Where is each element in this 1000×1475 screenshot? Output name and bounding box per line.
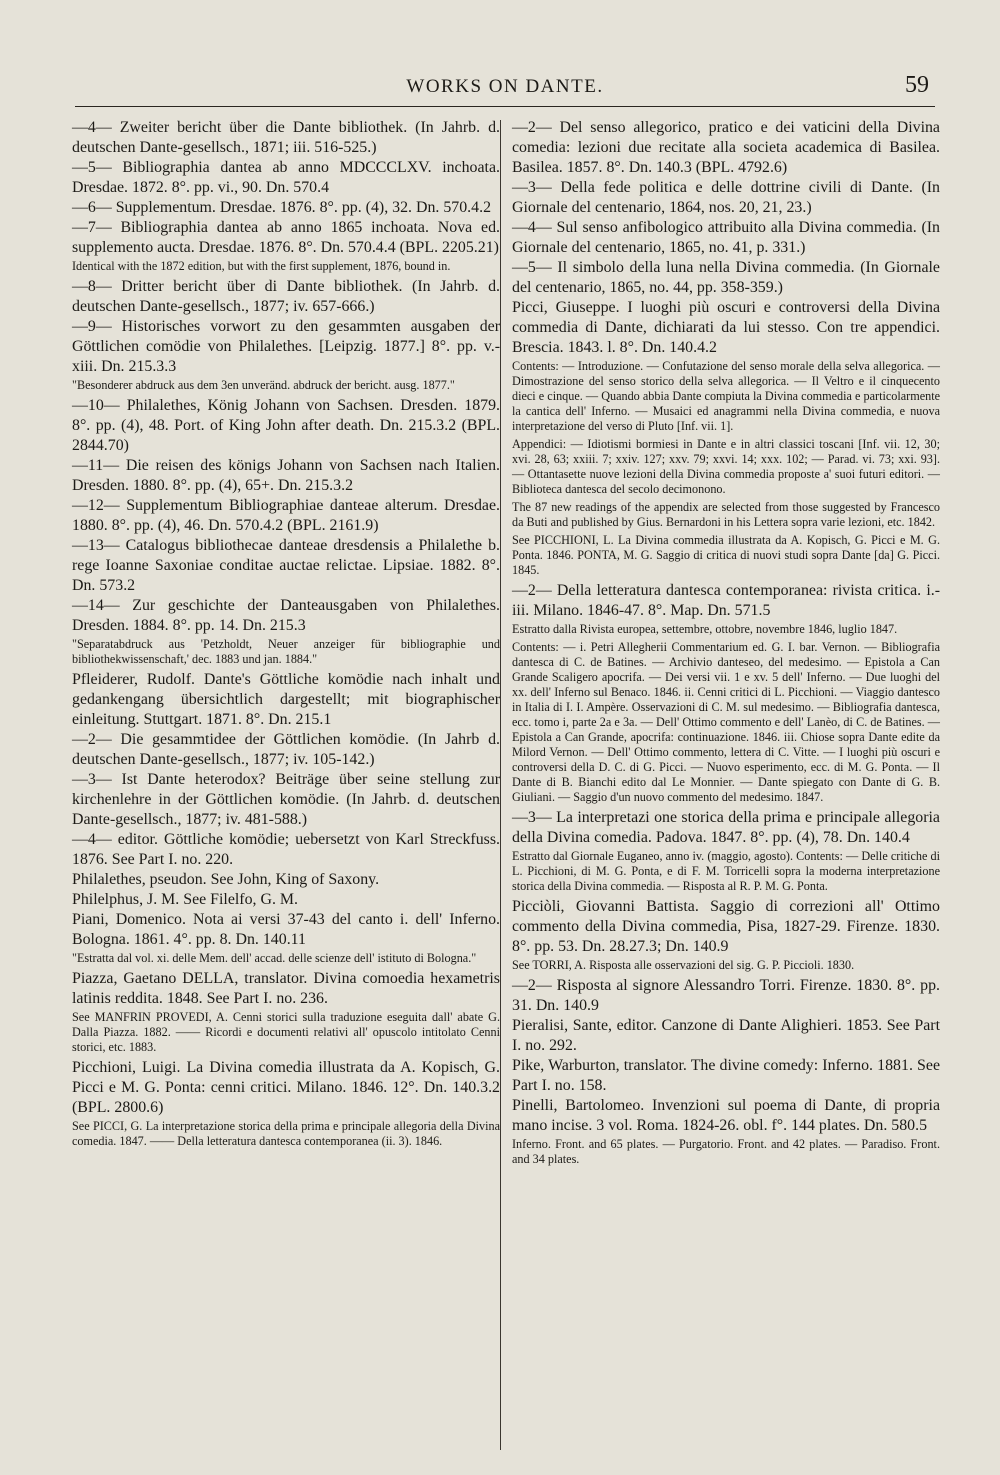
bibliographic-entry: —5— Il simbolo della luna nella Divina commedia. (In Giornale del centenario, 1865, no. 44, pp. 358-359.) bbox=[512, 259, 940, 296]
bibliographic-entry: —3— La interpretazi one storica della prima e principale allegoria della Divina comedia. Padova. 1847. 8°. pp. (4), 78. Dn. 140.4 bbox=[512, 809, 940, 846]
right-column bbox=[512, 118, 940, 1170]
bibliographic-entry: —4— editor. Göttliche komödie; uebersetzt von Karl Streckfuss. 1876. See Part I. no. 220. bbox=[72, 831, 500, 868]
bibliographic-entry: —2— Del senso allegorico, pratico e dei vaticini della Divina comedia: lezioni due recitate alla societa academica di Basilea. Basilea. 1857. 8°. Dn. 140.3 (BPL. 4792.6) bbox=[512, 119, 940, 176]
column-divider bbox=[500, 120, 501, 1450]
bibliographic-note: See PICCI, G. La interpretazione storica della prima e principale allegoria della Divina comedia. 1847. —— Della letteratura dantesca contemporanea (ii. 3). 1846. bbox=[72, 1119, 500, 1148]
bibliographic-entry: Philalethes, pseudon. See John, King of Saxony. bbox=[72, 871, 380, 888]
bibliographic-entry: Picchioni, Luigi. La Divina comedia illustrata da A. Kopisch, G. Picci e M. G. Ponta: cenni critici. Milano. 1846. 12°. Dn. 140.3.2 (BPL. 2800.6) bbox=[72, 1059, 500, 1116]
bibliographic-note: Identical with the 1872 edition, but with the first supplement, 1876, bound in. bbox=[72, 259, 451, 273]
bibliographic-entry: Picciòli, Giovanni Battista. Saggio di correzioni all' Ottimo commento della Divina commedia, Pisa, 1827-29. Firenze. 1830. 8°. pp. 53. Dn. 28.27.3; Dn. 140.9 bbox=[512, 898, 940, 955]
bibliographic-note: The 87 new readings of the appendix are selected from those suggested by Francesco da Buti and published by Gius. Bernardoni in his Lettera sopra varie lezioni, etc. 1842. bbox=[512, 500, 940, 529]
bibliographic-entry: —14— Zur geschichte der Danteausgaben von Philalethes. Dresden. 1884. 8°. pp. 14. Dn. 215.3 bbox=[72, 597, 500, 634]
bibliographic-entry: Piazza, Gaetano DELLA, translator. Divina comoedia hexametris latinis reddita. 1848. See Part I. no. 236. bbox=[72, 970, 500, 1007]
bibliographic-note: Inferno. Front. and 65 plates. — Purgatorio. Front. and 42 plates. — Paradiso. Front. and 34 plates. bbox=[512, 1137, 940, 1166]
left-column bbox=[72, 118, 500, 1152]
bibliographic-entry: —12— Supplementum Bibliographiae danteae alterum. Dresdae. 1880. 8°. pp. (4), 46. Dn. 570.4.2 (BPL. 2161.9) bbox=[72, 497, 500, 534]
bibliographic-entry: —2— Risposta al signore Alessandro Torri. Firenze. 1830. 8°. pp. 31. Dn. 140.9 bbox=[512, 977, 940, 1014]
bibliographic-entry: —8— Dritter bericht über di Dante bibliothek. (In Jahrb. d. deutschen Dante-gesellsch., 1877; iv. 657-666.) bbox=[72, 278, 500, 315]
bibliographic-note: Appendici: — Idiotismi bormiesi in Dante e in altri classici toscani [Inf. vii. 12, 30; xvi. 28, 63; xxiii. 7; xxiv. 127; xxv. 79; xxvi. 14; xxx. 102; — Parad. vi. 73; xxi. 93]. — Ottantasette nuove lezioni della Divina commedia proposte a' suoi futuri editori. — Biblioteca dantesca del secolo decimonono. bbox=[512, 437, 940, 496]
bibliographic-note: Estratto dal Giornale Euganeo, anno iv. (maggio, agosto). Contents: — Delle critiche di L. Picchioni, di M. G. Ponta, e di F. M. Torricelli sopra la moderna interpretazione storica della Divina commedia. — Risposta al R. P. M. G. Ponta. bbox=[512, 849, 940, 893]
bibliographic-entry: —2— Die gesammtidee der Göttlichen komödie. (In Jahrb d. deutschen Dante-gesellsch., 1877; iv. 105-142.) bbox=[72, 731, 500, 768]
bibliographic-entry: —5— Bibliographia dantea ab anno MDCCCLXV. inchoata. Dresdae. 1872. 8°. pp. vi., 90. Dn. 570.4 bbox=[72, 159, 500, 196]
bibliographic-note: See MANFRIN PROVEDI, A. Cenni storici sulla traduzione eseguita dall' abate G. Dalla Piazza. 1882. —— Ricordi e documenti relativi all' opuscolo intitolato Cenni storici, etc. 1883. bbox=[72, 1010, 500, 1054]
bibliographic-entry: Piani, Domenico. Nota ai versi 37-43 del canto i. dell' Inferno. Bologna. 1861. 4°. pp. 8. Dn. 140.11 bbox=[72, 911, 500, 948]
bibliographic-entry: —7— Bibliographia dantea ab anno 1865 inchoata. Nova ed. supplemento aucta. Dresdae. 1876. 8°. Dn. 570.4.4 (BPL. 2205.21) bbox=[72, 219, 500, 256]
bibliographic-note: See PICCHIONI, L. La Divina commedia illustrata da A. Kopisch, G. Picci e M. G. Ponta. 1846. PONTA, M. G. Saggio di critica di nuovi studi sopra Dante [da] G. Picci. 1845. bbox=[512, 533, 940, 577]
running-title: WORKS ON DANTE. bbox=[406, 76, 604, 97]
bibliographic-entry: —3— Della fede politica e delle dottrine civili di Dante. (In Giornale del centenario, 1864, nos. 20, 21, 23.) bbox=[512, 179, 940, 216]
bibliographic-entry: —9— Historisches vorwort zu den gesammten ausgaben der Göttlichen comödie von Philalethes. [Leipzig. 1877.] 8°. pp. v.-xiii. Dn. 215.3.3 bbox=[72, 318, 500, 375]
page-number: 59 bbox=[905, 72, 929, 98]
bibliographic-note: See TORRI, A. Risposta alle osservazioni del sig. G. P. Piccioli. 1830. bbox=[512, 958, 855, 972]
bibliographic-note: Contents: — Introduzione. — Confutazione del senso morale della selva allegorica. — Dimostrazione del senso storico della selva allegorica. — Il Veltro e il cinquecento dieci e cinque. — Quando abbia Dante compiuta la Divina commedia e particolarmente la cantica dell' Inferno. — Musaici ed anagrammi nella Divina commedia, e nuova interpretazione del verso di Pluto [Inf. vii. 1]. bbox=[512, 359, 940, 433]
bibliographic-entry: Pinelli, Bartolomeo. Invenzioni sul poema di Dante, di propria mano incise. 3 vol. Roma. 1824-26. obl. f°. 144 plates. Dn. 580.5 bbox=[512, 1097, 940, 1134]
bibliographic-entry: —4— Zweiter bericht über die Dante bibliothek. (In Jahrb. d. deutschen Dante-gesellsch., 1871; iii. 516-525.) bbox=[72, 119, 500, 156]
bibliographic-entry: Pfleiderer, Rudolf. Dante's Göttliche komödie nach inhalt und gedankengang übersichtlich dargestellt; mit biographischer einleitung. Stuttgart. 1871. 8°. Dn. 215.1 bbox=[72, 671, 500, 728]
bibliographic-entry: —3— Ist Dante heterodox? Beiträge über seine stellung zur kirchenlehre in der Göttlichen komödie. (In Jahrb. d. deutschen Dante-gesellsch., 1877; iv. 481-588.) bbox=[72, 771, 500, 828]
bibliographic-note: "Estratta dal vol. xi. delle Mem. dell' accad. delle scienze dell' istituto di Bologna." bbox=[72, 951, 477, 965]
bibliographic-entry: Pieralisi, Sante, editor. Canzone di Dante Alighieri. 1853. See Part I. no. 292. bbox=[512, 1017, 940, 1054]
bibliographic-note: "Separatabdruck aus 'Petzholdt, Neuer anzeiger für bibliographie und bibliothekwissenschaft,' dec. 1883 und jan. 1884." bbox=[72, 637, 500, 666]
bibliographic-entry: Picci, Giuseppe. I luoghi più oscuri e controversi della Divina commedia di Dante, dichiarati da lui stesso. Con tre appendici. Brescia. 1843. l. 8°. Dn. 140.4.2 bbox=[512, 299, 940, 356]
bibliographic-entry: —4— Sul senso anfibologico attribuito alla Divina commedia. (In Giornale del centenario, 1865, no. 41, p. 331.) bbox=[512, 219, 940, 256]
bibliographic-entry: Philelphus, J. M. See Filelfo, G. M. bbox=[72, 891, 299, 908]
bibliographic-entry: —13— Catalogus bibliothecae danteae dresdensis a Philalethe b. rege Ioanne Saxoniae conditae auctae relictae. Lipsiae. 1882. 8°. Dn. 573.2 bbox=[72, 537, 500, 594]
bibliographic-note: Estratto dalla Rivista europea, settembre, ottobre, novembre 1846, luglio 1847. bbox=[512, 622, 898, 636]
bibliographic-entry: —11— Die reisen des königs Johann von Sachsen nach Italien. Dresden. 1880. 8°. pp. (4), 65+. Dn. 215.3.2 bbox=[72, 457, 500, 494]
bibliographic-entry: —10— Philalethes, König Johann von Sachsen. Dresden. 1879. 8°. pp. (4), 48. Port. of King John after death. Dn. 215.3.2 (BPL. 2844.70) bbox=[72, 397, 500, 454]
bibliographic-note: Contents: — i. Petri Allegherii Commentarium ed. G. I. bar. Vernon. — Bibliografia dantesca di C. de Batines. — Archivio danteseo, del medesimo. — Epistola a Can Grande Scaligero apocrifa. — Dei versi vii. 1 e xv. 5 dell' Inferno. — Due luoghi del xx. dell' Inferno sul Benaco. 1846. ii. Cenni critici di L. Picchioni. — Viaggio dantesco in Italia di I. I. Ampère. Osservazioni di C. M. sul medesimo. — Bibliografia dantesca, ecc. tomo i, parte 2a e 3a. — Dell' Ottimo commento e dell' Lanèo, di C. de Batines. — Epistola a Can Grande, apocrifa: continuazione. 1846. iii. Chiose sopra Dante edite da Milord Vernon. — Dell' Ottimo commento, lettera di C. Vitte. — I luoghi più oscuri e controversi della D. C. di G. Picci. — Nuovo esperimento, ecc. di M. G. Ponta. — Il Dante di B. Bianchi edito dal Le Monnier. — Dante spiegato con Dante di G. B. Giuliani. — Saggio d'un nuovo commento del medesimo. 1847. bbox=[512, 640, 940, 804]
bibliographic-entry: —2— Della letteratura dantesca contemporanea: rivista critica. i.-iii. Milano. 1846-47. 8°. Map. Dn. 571.5 bbox=[512, 582, 940, 619]
page-header bbox=[75, 72, 935, 107]
bibliographic-entry: Pike, Warburton, translator. The divine comedy: Inferno. 1881. See Part I. no. 158. bbox=[512, 1057, 940, 1094]
bibliographic-note: "Besonderer abdruck aus dem 3en unveränd. abdruck der bericht. ausg. 1877." bbox=[72, 378, 455, 392]
bibliographic-entry: —6— Supplementum. Dresdae. 1876. 8°. pp. (4), 32. Dn. 570.4.2 bbox=[72, 199, 492, 216]
